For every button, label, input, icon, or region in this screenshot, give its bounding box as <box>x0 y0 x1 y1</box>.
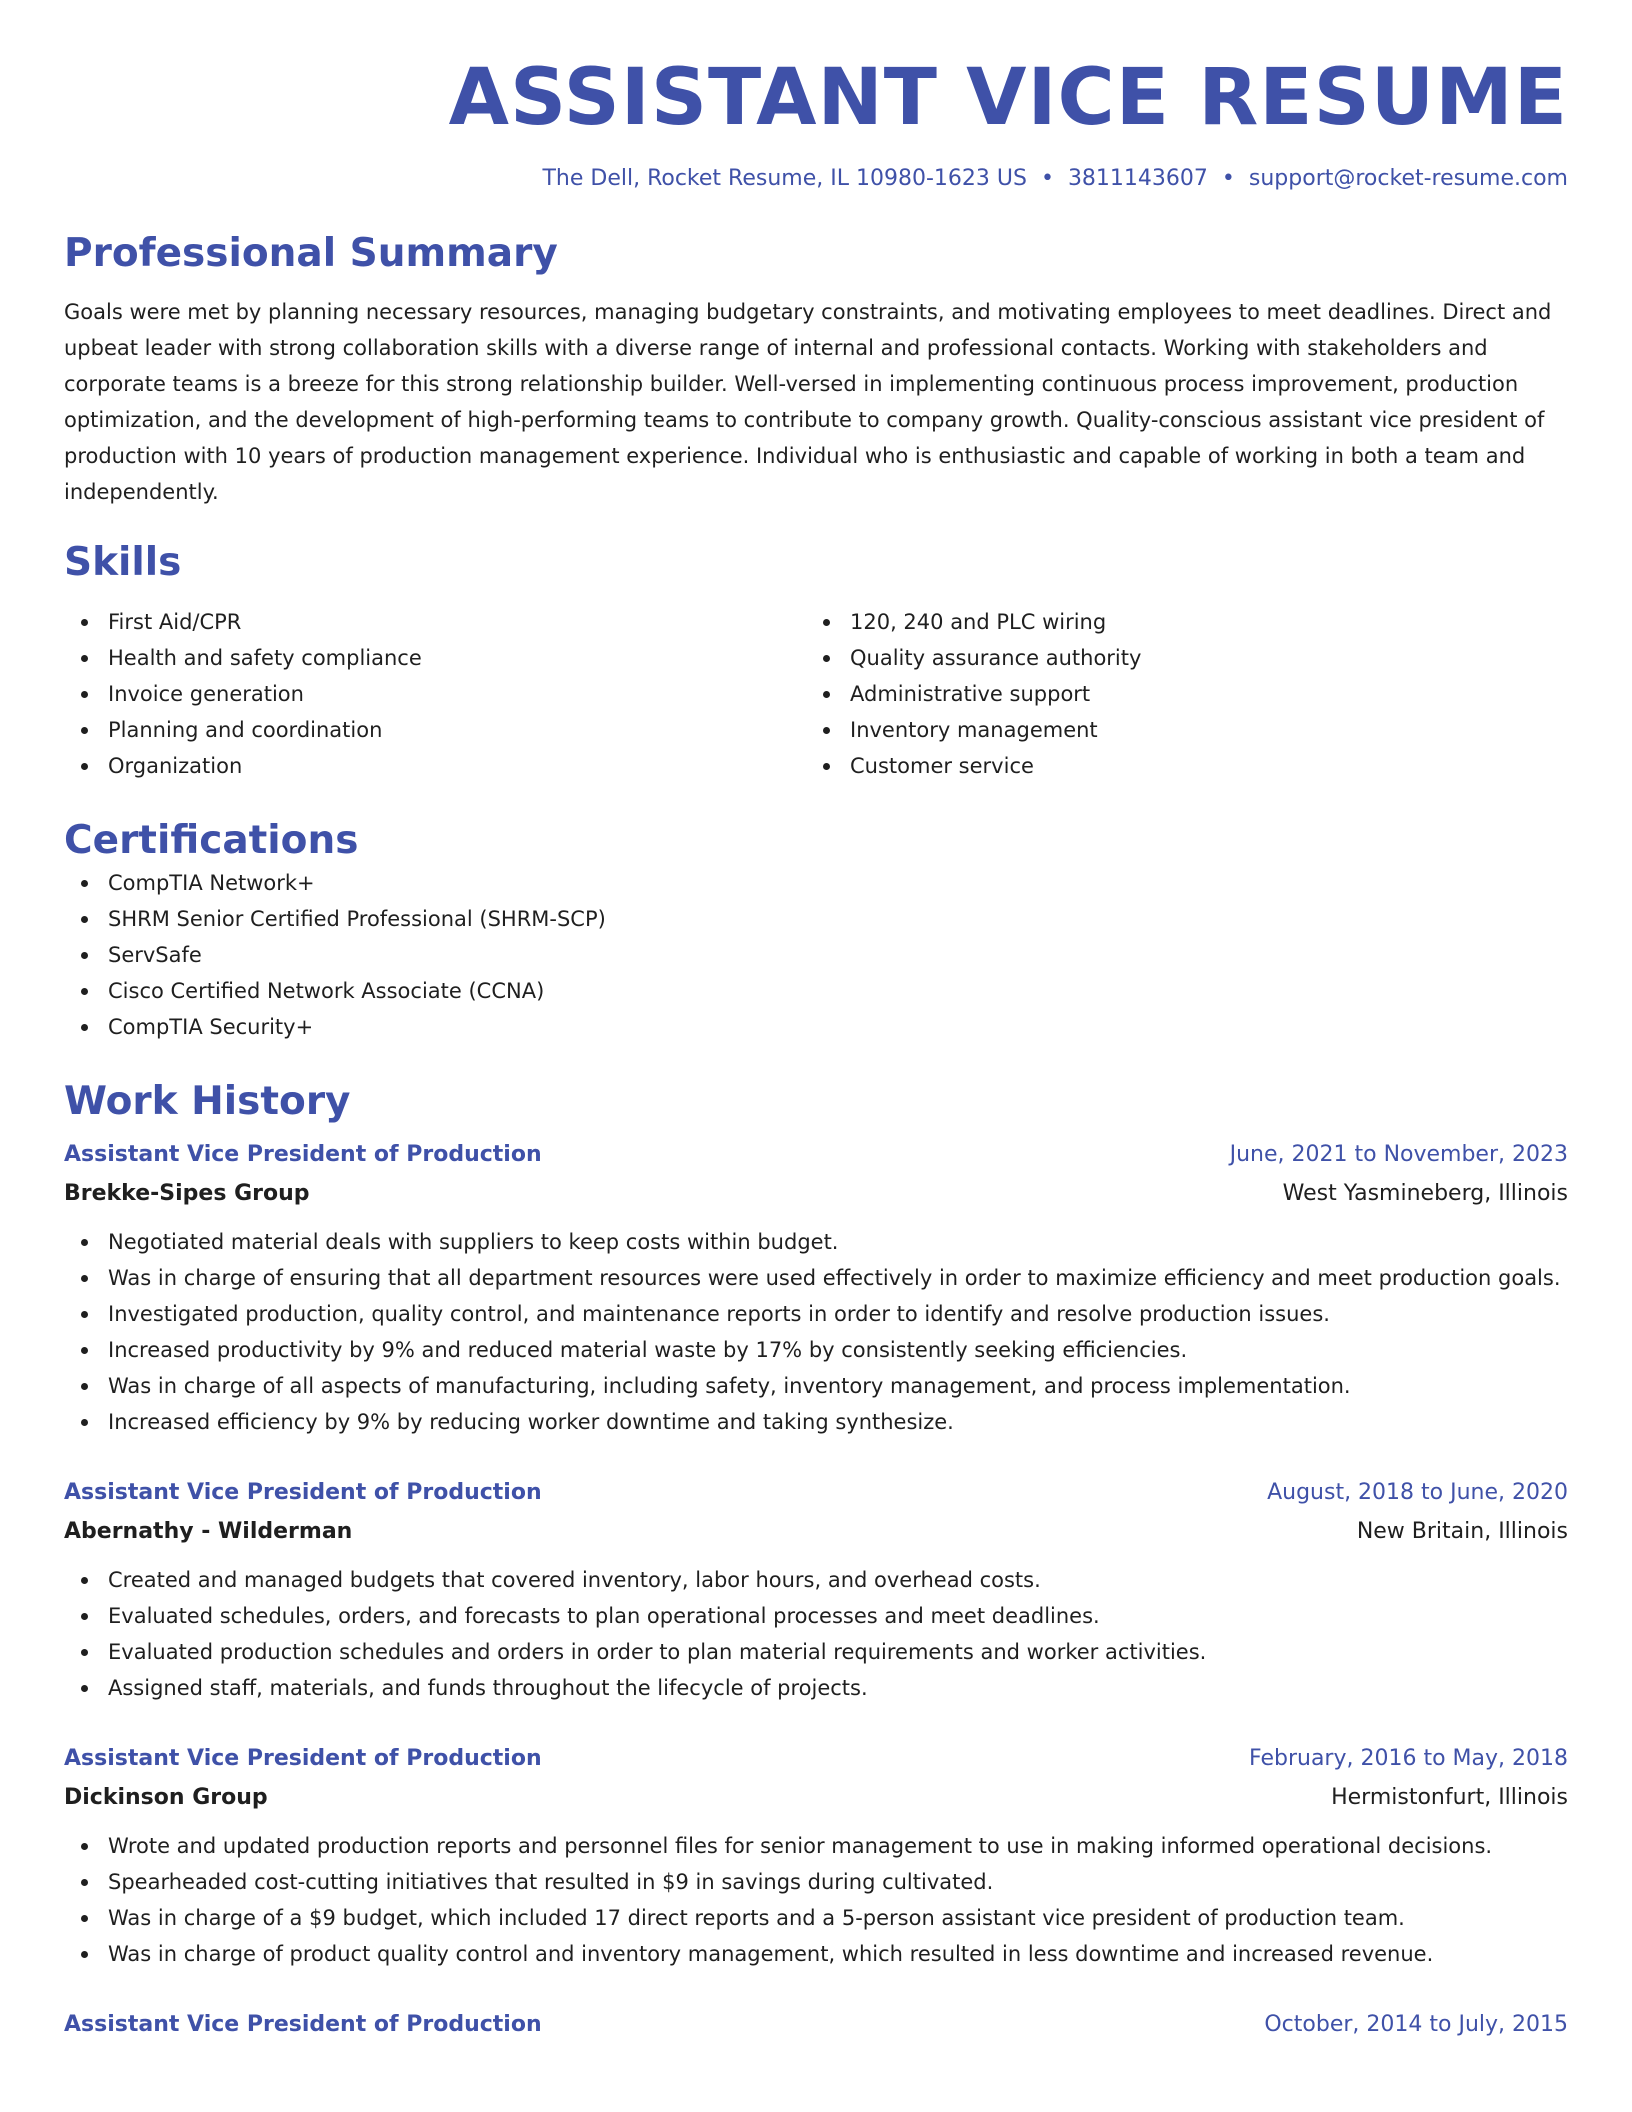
job-company: Dickinson Group <box>64 1784 268 1810</box>
list-item: Health and safety compliance <box>64 640 806 676</box>
section-title-summary: Professional Summary <box>64 230 558 276</box>
job-location: West Yasmineberg, Illinois <box>1282 1180 1568 1206</box>
job-bullets <box>64 1224 1568 1440</box>
job-bullets <box>64 1562 1568 1706</box>
job-dates: June, 2021 to November, 2023 <box>1229 1141 1568 1167</box>
resume-name: ASSISTANT VICE RESUME <box>448 53 1568 143</box>
list-item: Inventory management <box>806 712 1548 748</box>
list-item: Negotiated material deals with suppliers to keep costs within budget. <box>64 1224 1568 1260</box>
job-company: Brekke-Sipes Group <box>64 1180 310 1206</box>
list-item: Spearheaded cost-cutting initiatives that resulted in $9 in savings during cultivated. <box>64 1864 1568 1900</box>
list-item: Was in charge of a $9 budget, which included 17 direct reports and a 5-person assistant vice president of production team. <box>64 1900 1568 1936</box>
contact-separator: • <box>1040 165 1054 191</box>
section-title-skills: Skills <box>64 540 182 586</box>
list-item: Quality assurance authority <box>806 640 1548 676</box>
skills-list-right <box>806 604 1548 784</box>
contact-line <box>64 166 1568 191</box>
list-item: Invoice generation <box>64 676 806 712</box>
list-item: Was in charge of all aspects of manufacturing, including safety, inventory management, and process implementation. <box>64 1368 1568 1404</box>
list-item: Investigated production, quality control, and maintenance reports in order to identify and resolve production issues. <box>64 1296 1568 1332</box>
list-item: Cisco Certified Network Associate (CCNA) <box>64 973 1568 1009</box>
job-company: Abernathy - Wilderman <box>64 1518 353 1544</box>
job-dates: August, 2018 to June, 2020 <box>1267 1479 1568 1505</box>
skills-column-right <box>806 604 1548 784</box>
contact-email[interactable]: support@rocket-resume.com <box>1248 165 1568 191</box>
list-item: Administrative support <box>806 676 1548 712</box>
list-item: ServSafe <box>64 937 1568 973</box>
job-location: New Britain, Illinois <box>1356 1518 1568 1544</box>
skills-grid <box>64 604 1568 784</box>
contact-address: The Dell, Rocket Resume, IL 10980-1623 US <box>542 165 1027 191</box>
job-entry <box>64 1474 1568 1706</box>
list-item: 120, 240 and PLC wiring <box>806 604 1548 640</box>
list-item: Increased efficiency by 9% by reducing worker downtime and taking synthesize. <box>64 1404 1568 1440</box>
list-item: Was in charge of product quality control and inventory management, which resulted in less downtime and increased revenue. <box>64 1936 1568 1972</box>
job-header-row <box>64 2006 1568 2044</box>
list-item: First Aid/CPR <box>64 604 806 640</box>
section-title-certifications: Certifications <box>64 818 359 864</box>
summary-text: Goals were met by planning necessary resources, managing budgetary constraints, and motivating employees to meet deadlines. Direct and upbeat leader with strong collaboration skills with a diverse range of internal and professional contacts. Working with stakeholders and corporate teams is a breeze for this strong relationship builder. Well-versed in implementing continuous process improvement, production optimization, and the development of high-performing teams to contribute to company growth. Quality-conscious assistant vice president of production with 10 years of production management experience. Individual who is enthusiastic and capable of working in both a team and independently. <box>64 300 1552 505</box>
list-item: Evaluated schedules, orders, and forecasts to plan operational processes and meet deadlines. <box>64 1598 1568 1634</box>
job-company-row <box>64 1778 1568 1818</box>
job-entry <box>64 1136 1568 1440</box>
job-dates: February, 2016 to May, 2018 <box>1249 1745 1568 1771</box>
job-header-row <box>64 1474 1568 1512</box>
job-title: Assistant Vice President of Production <box>64 1141 542 1167</box>
section-title-work-history: Work History <box>64 1078 351 1124</box>
certifications-list <box>64 865 1568 1045</box>
list-item: Organization <box>64 748 806 784</box>
job-entry <box>64 2006 1568 2044</box>
list-item: Created and managed budgets that covered inventory, labor hours, and overhead costs. <box>64 1562 1568 1598</box>
list-item: Customer service <box>806 748 1548 784</box>
list-item: Evaluated production schedules and orders in order to plan material requirements and worker activities. <box>64 1634 1568 1670</box>
job-title: Assistant Vice President of Production <box>64 1479 542 1505</box>
job-header-row <box>64 1136 1568 1174</box>
list-item: Was in charge of ensuring that all department resources were used effectively in order to maximize efficiency and meet production goals. <box>64 1260 1568 1296</box>
list-item: Planning and coordination <box>64 712 806 748</box>
list-item: CompTIA Network+ <box>64 865 1568 901</box>
list-item: Wrote and updated production reports and personnel files for senior management to use in making informed operational decisions. <box>64 1828 1568 1864</box>
job-location: Hermistonfurt, Illinois <box>1331 1784 1568 1810</box>
contact-phone: 3811143607 <box>1067 165 1208 191</box>
job-company-row <box>64 1512 1568 1552</box>
list-item: SHRM Senior Certified Professional (SHRM-SCP) <box>64 901 1568 937</box>
job-company-row <box>64 1174 1568 1214</box>
list-item: Increased productivity by 9% and reduced material waste by 17% by consistently seeking efficiencies. <box>64 1332 1568 1368</box>
job-header-row <box>64 1740 1568 1778</box>
contact-separator: • <box>1221 165 1235 191</box>
job-title: Assistant Vice President of Production <box>64 1745 542 1771</box>
skills-list-left <box>64 604 806 784</box>
list-item: Assigned staff, materials, and funds throughout the lifecycle of projects. <box>64 1670 1568 1706</box>
job-dates: October, 2014 to July, 2015 <box>1264 2011 1568 2037</box>
skills-column-left <box>64 604 806 784</box>
list-item: CompTIA Security+ <box>64 1009 1568 1045</box>
job-entry <box>64 1740 1568 1972</box>
job-bullets <box>64 1828 1568 1972</box>
job-title: Assistant Vice President of Production <box>64 2011 542 2037</box>
